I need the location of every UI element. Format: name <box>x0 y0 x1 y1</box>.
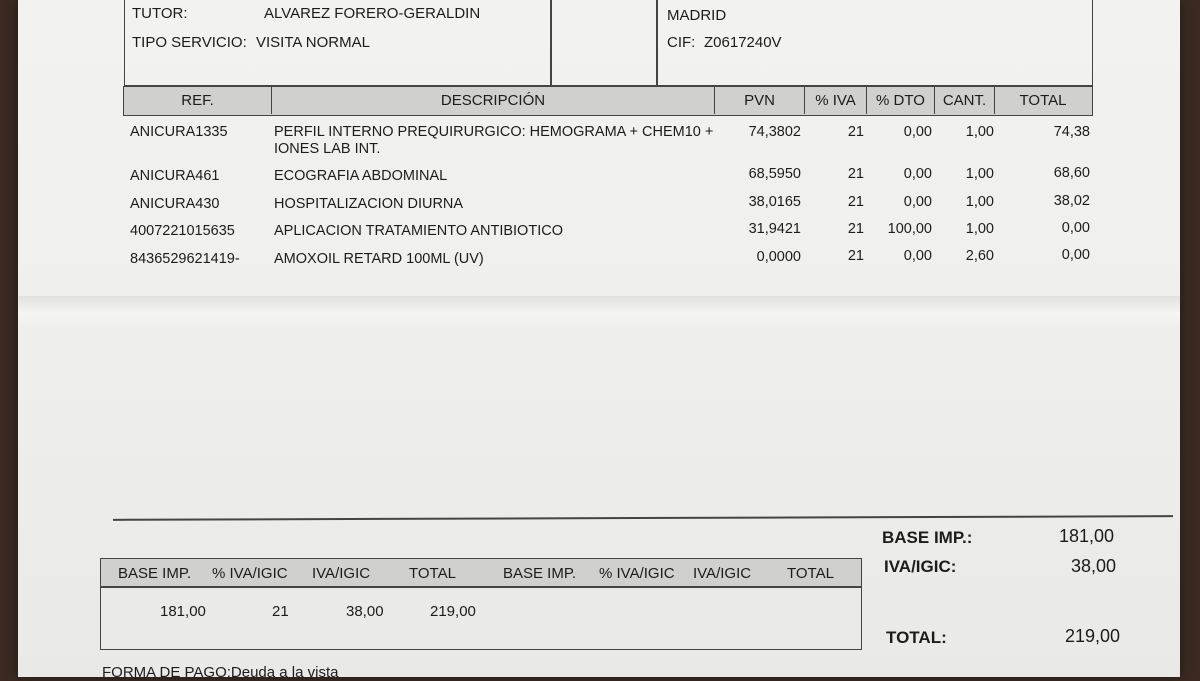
row-description: ECOGRAFIA ABDOMINAL <box>274 168 448 184</box>
row-cant: 1,00 <box>965 124 994 140</box>
base-imp-value: 181,00 <box>1058 526 1114 546</box>
totals-separator <box>113 515 1173 520</box>
col-cant: CANT. <box>935 87 995 114</box>
row-cant: 1,00 <box>965 221 994 237</box>
row-total: 38,02 <box>1053 193 1090 209</box>
row-dto: 100,00 <box>887 221 932 237</box>
tax-summary-header <box>100 558 862 588</box>
row-ref: ANICURA430 <box>130 196 220 212</box>
cif-value: Z0617240V <box>704 34 782 51</box>
tutor-label: TUTOR: <box>132 5 188 22</box>
row-cant: 2,60 <box>965 248 994 264</box>
sum-col-pct-2: % IVA/IGIC <box>599 565 675 582</box>
row-dto: 0,00 <box>903 166 932 182</box>
row-iva: 21 <box>847 166 864 182</box>
sum-col-iva: IVA/IGIC <box>312 565 371 582</box>
row-iva: 21 <box>847 194 864 210</box>
iva-igic-value: 38,00 <box>1070 556 1116 576</box>
row-dto: 0,00 <box>903 194 932 210</box>
paper-fold <box>18 296 1180 326</box>
items-table-header <box>123 86 1093 116</box>
row-pvn: 31,9421 <box>748 221 801 237</box>
sum-iva-value: 38,00 <box>346 603 384 620</box>
sum-col-total: TOTAL <box>409 565 456 582</box>
sum-total-value: 219,00 <box>430 603 476 620</box>
row-ref: 4007221015635 <box>130 223 235 239</box>
row-dto: 0,00 <box>903 248 932 264</box>
payment-method: FORMA DE PAGO:Deuda a la vista <box>102 664 339 681</box>
row-total: 68,60 <box>1053 165 1090 181</box>
row-ref: ANICURA1335 <box>130 124 228 140</box>
row-description: PERFIL INTERNO PREQUIRURGICO: HEMOGRAMA + CHEM10 + <box>274 124 714 140</box>
row-iva: 21 <box>847 221 864 237</box>
row-total: 0,00 <box>1061 220 1090 236</box>
row-description: AMOXOIL RETARD 100ML (UV) <box>274 251 484 267</box>
sum-col-iva-2: IVA/IGIC <box>693 565 752 582</box>
sum-pct-value: 21 <box>272 603 289 620</box>
col-dto: % DTO <box>867 87 935 114</box>
row-total: 74,38 <box>1053 124 1090 140</box>
row-pvn: 0,0000 <box>756 249 801 265</box>
sum-col-total-2: TOTAL <box>787 565 834 582</box>
invoice-paper <box>18 0 1180 681</box>
row-pvn: 68,5950 <box>748 166 801 182</box>
col-descripcion: DESCRIPCIÓN <box>272 87 715 114</box>
row-description: HOSPITALIZACION DIURNA <box>274 196 464 212</box>
iva-igic-label: IVA/IGIC: <box>884 557 957 576</box>
row-dto: 0,00 <box>903 124 932 140</box>
row-ref: ANICURA461 <box>130 168 220 184</box>
col-total: TOTAL <box>1019 92 1067 109</box>
row-description: APLICACION TRATAMIENTO ANTIBIOTICO <box>274 223 563 239</box>
row-total: 0,00 <box>1061 247 1090 263</box>
row-description-cont: IONES LAB INT. <box>274 141 381 157</box>
service-label: TIPO SERVICIO: <box>132 34 247 51</box>
base-imp-label: BASE IMP.: <box>882 528 973 547</box>
row-ref: 8436529621419- <box>130 251 240 267</box>
row-iva: 21 <box>847 124 864 140</box>
sum-col-base: BASE IMP. <box>118 565 192 582</box>
col-iva: % IVA <box>805 87 867 114</box>
row-pvn: 38,0165 <box>748 194 801 210</box>
col-pvn: PVN <box>715 87 805 114</box>
row-cant: 1,00 <box>965 194 994 210</box>
row-iva: 21 <box>847 248 864 264</box>
service-value: VISITA NORMAL <box>256 34 370 51</box>
col-ref: REF. <box>124 87 272 114</box>
sum-col-base-2: BASE IMP. <box>503 565 577 582</box>
cif-label: CIF: <box>667 34 696 51</box>
clinic-city: MADRID <box>667 7 727 24</box>
total-label: TOTAL: <box>886 628 947 647</box>
tutor-value: ALVAREZ FORERO-GERALDIN <box>264 5 481 22</box>
sum-col-pct: % IVA/IGIC <box>212 565 288 582</box>
row-pvn: 74,3802 <box>748 124 801 140</box>
sum-base-value: 181,00 <box>160 603 206 620</box>
total-value: 219,00 <box>1064 626 1120 646</box>
spacer-box <box>550 0 658 86</box>
tax-summary-body <box>100 586 862 650</box>
row-cant: 1,00 <box>965 166 994 182</box>
